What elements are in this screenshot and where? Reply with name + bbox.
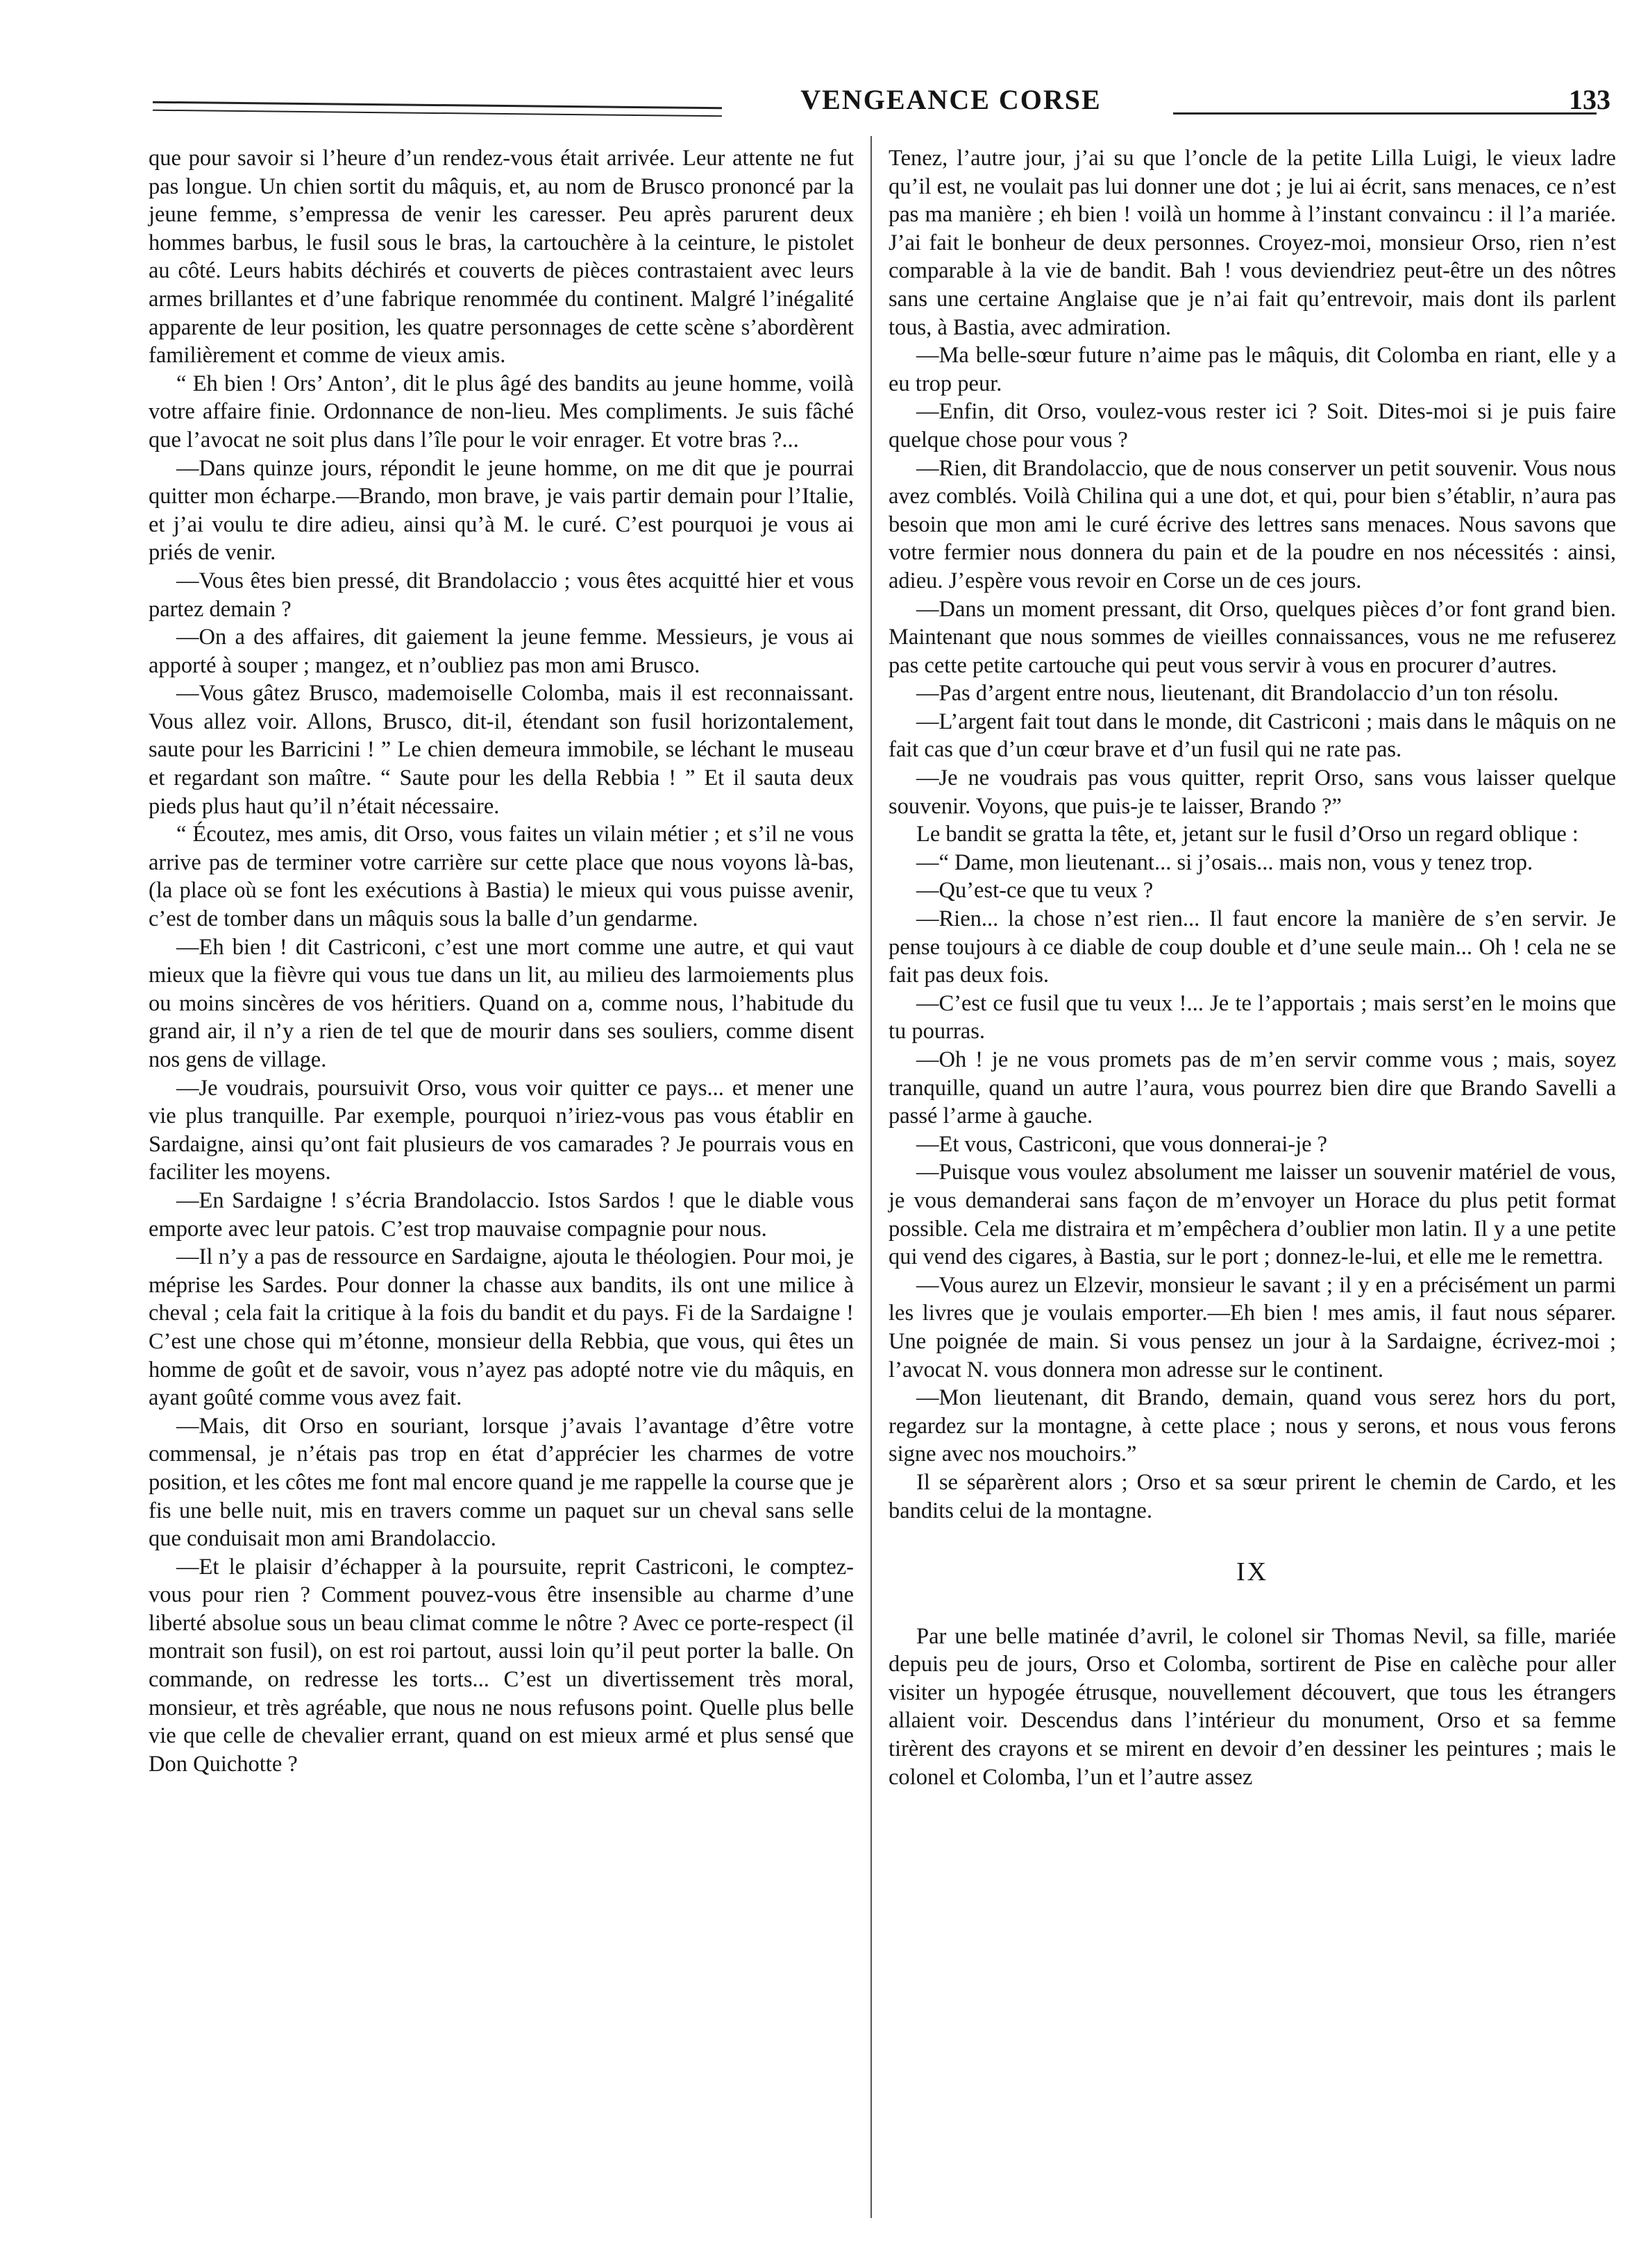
paragraph: —Dans un moment pressant, dit Orso, quelques pièces d’or font grand bien. Maintenant que nous sommes de vieilles connaissances, vous ne me refuserez pas cette petite cartouche qui peut vous servir à vous en procurer d’autres. (889, 596, 1616, 678)
paragraph: —Et le plaisir d’échapper à la poursuite, reprit Castriconi, le comptez-vous pour rien ? Comment pouvez-vous être insensible au charme d’une liberté absolue sous un beau climat comme le nôtre ? Avec ce porte-respect (il montrait son fusil), on est roi partout, aussi loin qu’il peut porter la balle. On commande, on redresse les torts... C’est un divertissement très moral, monsieur, et très agréable, que nous ne nous refusons point. Quelle plus belle vie que celle de chevalier errant, quand on est mieux armé et plus sensé que Don Quichotte ? (149, 1554, 854, 1777)
paragraph: —Je ne voudrais pas vous quitter, reprit Orso, sans vous laisser quelque souvenir. Voyons, que puis-je te laisser, Brando ?” (889, 765, 1616, 819)
paragraph: —“ Dame, mon lieutenant... si j’osais... mais non, vous y tenez trop. (916, 849, 1533, 875)
paragraph: —Dans quinze jours, répondit le jeune homme, on me dit que je pourrai quitter mon écharpe.—Brando, mon brave, je vais partir demain pour l’Italie, et j’ai voulu te dire adieu, ainsi qu’à M. le curé. C’est pourquoi je vous ai priés de venir. (149, 455, 854, 566)
paragraph: —Vous êtes bien pressé, dit Brandolaccio ; vous êtes acquitté hier et vous partez demain ? (149, 568, 854, 622)
paragraph: —Mon lieutenant, dit Brando, demain, quand vous serez hors du port, regardez sur la montagne, à cette place ; nous y serons, et nous vous ferons signe avec nos mouchoirs.” (889, 1385, 1616, 1467)
paragraph: —Ma belle-sœur future n’aime pas le mâquis, dit Colomba en riant, elle y a eu trop peur. (889, 343, 1616, 396)
paragraph: —Il n’y a pas de ressource en Sardaigne, ajouta le théologien. Pour moi, je méprise les Sardes. Pour donner la chasse aux bandits, ils ont une milice à cheval ; cela fait la critique à la fois du bandit et du pays. Fi de la Sardaigne ! C’est une chose qui m’étonne, monsieur della Rebbia, que vous, qui êtes un homme de goût et de savoir, vous n’ayez pas adopté notre vie du mâquis, en ayant goûté comme vous avez fait. (149, 1244, 854, 1411)
running-header (153, 83, 1610, 132)
paragraph: —Vous aurez un Elzevir, monsieur le savant ; il y en a précisément un parmi les livres que je voulais emporter.—Eh bien ! mes amis, il faut nous séparer. Une poignée de main. Si vous pensez un jour à la Sardaigne, écrivez-moi ; l’avocat N. vous donnera mon adresse sur le continent. (889, 1272, 1616, 1382)
paragraph: —Oh ! je ne vous promets pas de m’en servir comme vous ; mais, soyez tranquille, quand un autre l’aura, vous pourrez bien dire que Brando Savelli a passé l’arme à gauche. (889, 1047, 1616, 1129)
header-rule (1173, 112, 1597, 115)
paragraph: —Vous gâtez Brusco, mademoiselle Colomba, mais il est reconnaissant. Vous allez voir. Allons, Brusco, dit-il, étendant son fusil horizontalement, saute pour les Barricini ! ” Le chien demeura immobile, se léchant le museau et regardant son maître. “ Saute pour les della Rebbia ! ” Et il sauta deux pieds plus haut qu’il n’était nécessaire. (149, 681, 854, 819)
right-column (889, 144, 1616, 1791)
paragraph: —C’est ce fusil que tu veux !... Je te l’apportais ; mais serst’en le moins que tu pourras. (889, 990, 1616, 1044)
paragraph: “ Eh bien ! Ors’ Anton’, dit le plus âgé des bandits au jeune homme, voilà votre affaire finie. Ordonnance de non-lieu. Mes compliments. Je suis fâché que l’avocat ne soit plus dans l’île pour le voir enrager. Et votre bras ?... (149, 371, 854, 452)
column-divider (870, 136, 872, 2218)
paragraph: —Rien... la chose n’est rien... Il faut encore la manière de s’en servir. Je pense toujours à ce diable de coup double et d’une seule main... Oh ! cela ne se fait pas deux fois. (889, 906, 1616, 988)
paragraph: que pour savoir si l’heure d’un rendez-vous était arrivée. Leur attente ne fut pas longue. Un chien sortit du mâquis, et, au nom de Brusco prononcé par la jeune femme, s’empressa de venir les caresser. Peu après parurent deux hommes barbus, le fusil sous le bras, la cartouchère à la ceinture, le pistolet au côté. Leurs habits déchirés et couverts de pièces contrastaient avec leurs armes brillantes et d’une fabrique renommée du continent. Malgré l’inégalité apparente de leur position, les quatre personnages de cette scène s’abordèrent familièrement et comme de vieux amis. (149, 146, 854, 369)
paragraph: —Puisque vous voulez absolument me laisser un souvenir matériel de vous, je vous demanderai sans façon de m’envoyer un Horace du plus petit format possible. Cela me distraira et m’empêchera d’oublier mon latin. Il y a une petite qui vend des cigares, à Bastia, sur le port ; donnez-le-lui, et elle me le remettra. (889, 1160, 1616, 1270)
paragraph: “ Écoutez, mes amis, dit Orso, vous faites un vilain métier ; et s’il ne vous arrive pas de terminer votre carrière sur cette place que nous voyons là-bas, (la place où se font les exécutions à Bastia) le mieux qui vous puisse avenir, c’est de tomber dans un mâquis sous la balle d’un gendarme. (149, 822, 854, 932)
paragraph: —Eh bien ! dit Castriconi, c’est une mort comme une autre, et qui vaut mieux que la fièvre qui vous tue dans un lit, au milieu des larmoiements plus ou moins sincères de vos héritiers. Quand on a, comme nous, l’habitude du grand air, il n’y a rien de tel que de mourir dans ses souliers, comme disent nos gens de village. (149, 934, 854, 1072)
paragraph: —L’argent fait tout dans le monde, dit Castriconi ; mais dans le mâquis on ne fait cas que d’un cœur brave et d’un fusil qui ne rate pas. (889, 709, 1616, 763)
paragraph: Il se séparèrent alors ; Orso et sa sœur prirent le chemin de Cardo, et les bandits celui de la montagne. (889, 1469, 1616, 1523)
paragraph: Le bandit se gratta la tête, et, jetant sur le fusil d’Orso un regard oblique : (916, 822, 1579, 847)
paragraph: —En Sardaigne ! s’écria Brandolaccio. Istos Sardos ! que le diable vous emporte avec leur patois. C’est trop mauvaise compagnie pour nous. (149, 1187, 854, 1242)
left-column (149, 144, 854, 1778)
paragraph: —Pas d’argent entre nous, lieutenant, dit Brandolaccio d’un ton résolu. (916, 681, 1559, 706)
paragraph: —On a des affaires, dit gaiement la jeune femme. Messieurs, je vous ai apporté à souper ; mangez, et n’oubliez pas mon ami Brusco. (149, 625, 854, 678)
paragraph: —Qu’est-ce que tu veux ? (916, 878, 1154, 904)
paragraph: Tenez, l’autre jour, j’ai su que l’oncle de la petite Lilla Luigi, le vieux ladre qu’il est, ne voulait pas lui donner une dot ; je lui ai écrit, sans menaces, ce n’est pas ma manière ; eh bien ! voilà un homme à l’instant convaincu : il l’a mariée. J’ai fait le bonheur de deux personnes. Croyez-moi, monsieur Orso, rien n’est comparable à la vie de bandit. Bah ! vous deviendriez peut-être un des nôtres sans une certaine Anglaise que je n’ai fait qu’entrevoir, mais dont ils parlent tous, à Bastia, avec admiration. (889, 146, 1616, 340)
page-number: 133 (1569, 84, 1610, 115)
paragraph: —Et vous, Castriconi, que vous donnerai-je ? (916, 1131, 1328, 1157)
paragraph: —Enfin, dit Orso, voulez-vous rester ici ? Soit. Dites-moi si je puis faire quelque chose pour vous ? (889, 399, 1616, 452)
paragraph: —Je voudrais, poursuivit Orso, vous voir quitter ce pays... et mener une vie plus tranquille. Par exemple, pourquoi n’iriez-vous pas vous établir en Sardaigne, ainsi qu’ont fait plusieurs de vos camarades ? Je pourrais vous en faciliter les moyens. (149, 1075, 854, 1185)
paragraph: —Mais, dit Orso en souriant, lorsque j’avais l’avantage d’être votre commensal, je n’étais pas trop en état d’apprécier les charmes de votre position, et les côtes me font mal encore quand je me rappelle la course que je fis une belle nuit, mis en travers comme un paquet sur un cheval sans selle que conduisait mon ami Brandolaccio. (149, 1413, 854, 1552)
header-rule (153, 101, 722, 110)
header-rule (153, 110, 722, 117)
chapter-heading: IX (1236, 1557, 1269, 1587)
paragraph: Par une belle matinée d’avril, le colonel sir Thomas Nevil, sa fille, mariée depuis peu de jours, Orso et Colomba, sortirent de Pise en calèche pour aller visiter un hypogée étrusque, nouvellement découvert, que tous les étrangers allaient voir. Descendus dans l’intérieur du monument, Orso et sa femme tirèrent des crayons et se mirent en devoir d’en dessiner les peintures ; mais le colonel et Colomba, l’un et l’autre assez (889, 1623, 1616, 1790)
paragraph: —Rien, dit Brandolaccio, que de nous conserver un petit souvenir. Vous nous avez comblés. Voilà Chilina qui a une dot, et qui, pour bien s’établir, n’aura pas besoin que mon ami le curé écrive des lettres sans menaces. Nous savons que votre fermier nous donnera du pain et de la poudre en nos nécessités : ainsi, adieu. J’espère vous revoir en Corse un de ces jours. (889, 455, 1616, 593)
running-title: VENGEANCE CORSE (800, 84, 1102, 115)
